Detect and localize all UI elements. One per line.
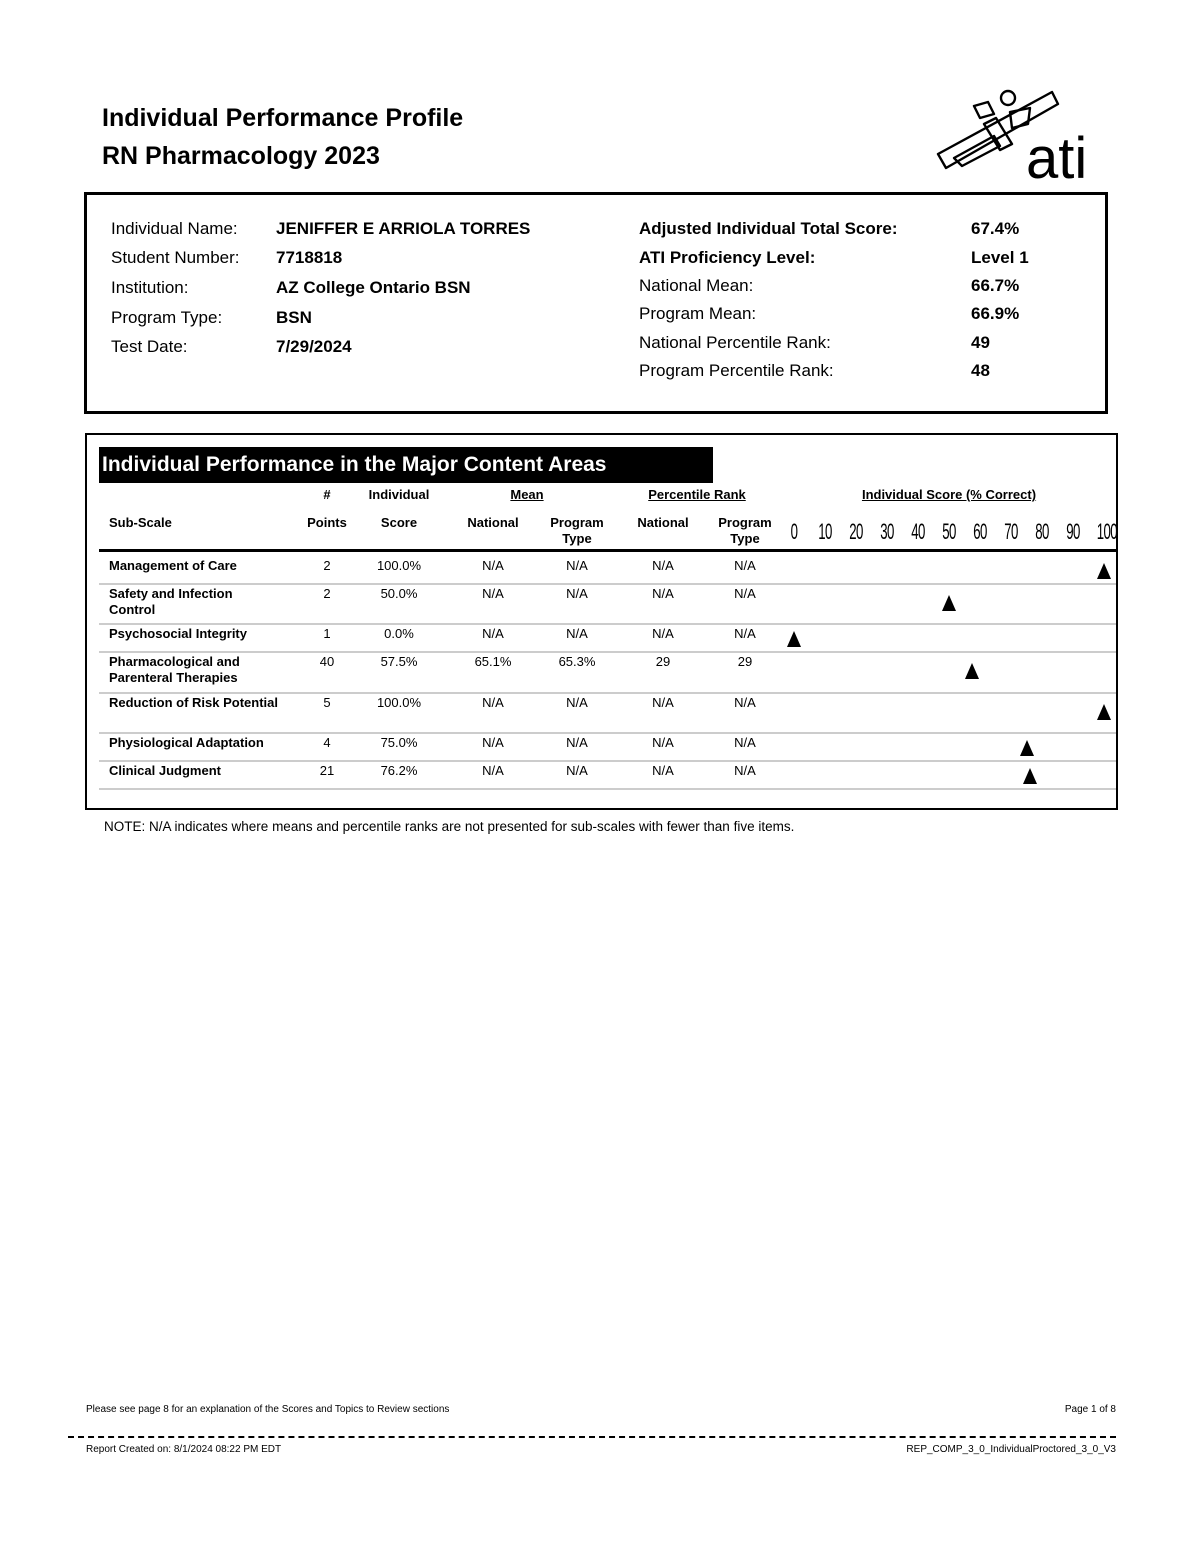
subscale-name: Management of Care xyxy=(109,558,237,573)
scale-tick-label: 40 xyxy=(911,519,925,544)
scale-tick-label: 80 xyxy=(1035,519,1049,544)
score-marker xyxy=(1097,704,1111,720)
mean-national-value: 65.1% xyxy=(474,654,512,669)
footer-page-number: Page 1 of 8 xyxy=(1064,1404,1116,1415)
points-value: 2 xyxy=(323,586,331,601)
header-mean-group: Mean xyxy=(510,487,544,502)
score-value: 76.2% xyxy=(380,763,418,778)
percentile-program-value: N/A xyxy=(734,558,756,573)
percentile-program-value: 29 xyxy=(737,654,753,669)
percentile-national-value: N/A xyxy=(652,558,674,573)
content-areas-title: Individual Performance in the Major Content Areas xyxy=(99,447,713,483)
mean-program-value: N/A xyxy=(566,763,588,778)
header-pr-national: National xyxy=(637,515,689,530)
score-marker xyxy=(1097,563,1111,579)
percentile-national-value: N/A xyxy=(652,626,674,641)
subscale-name: Safety and Infection Control xyxy=(109,586,233,617)
points-value: 40 xyxy=(319,654,335,669)
score-value: 100.0% xyxy=(376,695,422,710)
scale-tick-label: 70 xyxy=(1004,519,1018,544)
points-value: 2 xyxy=(323,558,331,573)
student-info-panel: Individual Name: JENIFFER E ARRIOLA TORRES Student Number: 7718818 Institution: AZ College Ontario BSN Program Type: BSN Test Date: 7/29/2024 Adjusted Individual Total Score: 67.4% ATI Proficiency Level: Level 1 National Mean: 66.7% Program Mean: 66.9% National Percentile Rank: 49 Program Percentile Rank: 48 xyxy=(84,192,1108,414)
percentile-national-value: N/A xyxy=(652,763,674,778)
mean-program-value: N/A xyxy=(566,586,588,601)
header-divider xyxy=(99,549,1116,552)
percentile-national-value: N/A xyxy=(652,695,674,710)
score-value: 0.0% xyxy=(384,626,414,641)
subscale-row xyxy=(87,583,1117,623)
mean-national-value: N/A xyxy=(482,626,504,641)
header-score: Score xyxy=(380,515,418,530)
score-marker xyxy=(965,663,979,679)
header-points: Points xyxy=(307,515,347,530)
svg-text:ati: ati xyxy=(1026,126,1088,186)
mean-program-value: N/A xyxy=(566,626,588,641)
mean-program-value: N/A xyxy=(566,735,588,750)
percentile-national-value: 29 xyxy=(655,654,671,669)
header-mean-program: Program Type xyxy=(550,515,604,546)
scale-tick-label: 90 xyxy=(1066,519,1080,544)
page-title: Individual Performance Profile xyxy=(102,104,464,132)
subscale-row xyxy=(87,760,1117,800)
scale-tick-label: 60 xyxy=(973,519,987,544)
mean-national-value: N/A xyxy=(482,558,504,573)
mean-national-value: N/A xyxy=(482,695,504,710)
content-areas-panel xyxy=(85,433,1118,810)
score-marker xyxy=(1020,740,1034,756)
scale-tick-label: 0 xyxy=(790,519,798,544)
mean-program-value: N/A xyxy=(566,695,588,710)
scale-tick-label: 20 xyxy=(849,519,863,544)
scale-tick-label: 50 xyxy=(942,519,956,544)
na-note: NOTE: N/A indicates where means and percentile ranks are not presented for sub-scales with fewer than five items. xyxy=(104,819,795,834)
percentile-program-value: N/A xyxy=(734,735,756,750)
header-subscale: Sub-Scale xyxy=(109,515,172,530)
header-score-top: Individual xyxy=(368,487,430,502)
mean-national-value: N/A xyxy=(482,586,504,601)
percentile-national-value: N/A xyxy=(652,586,674,601)
score-value: 50.0% xyxy=(380,586,418,601)
header-points-top: # xyxy=(323,487,331,502)
percentile-program-value: N/A xyxy=(734,586,756,601)
ati-logo xyxy=(934,84,1106,186)
header-mean-national: National xyxy=(467,515,519,530)
subscale-name: Pharmacological and Parenteral Therapies xyxy=(109,654,240,685)
footer-created: Report Created on: 8/1/2024 08:22 PM EDT xyxy=(86,1444,282,1455)
percentile-program-value: N/A xyxy=(734,695,756,710)
score-marker xyxy=(1023,768,1037,784)
points-value: 4 xyxy=(323,735,331,750)
score-value: 100.0% xyxy=(376,558,422,573)
scale-tick-label: 100 xyxy=(1096,519,1118,544)
score-value: 57.5% xyxy=(380,654,418,669)
header-chart-group: Individual Score (% Correct) xyxy=(861,487,1037,502)
points-value: 21 xyxy=(319,763,335,778)
subscale-name: Psychosocial Integrity xyxy=(109,626,247,641)
mean-program-value: N/A xyxy=(566,558,588,573)
percentile-program-value: N/A xyxy=(734,626,756,641)
header-pr-program: Program Type xyxy=(718,515,772,546)
row-divider xyxy=(99,788,1116,790)
percentile-national-value: N/A xyxy=(652,735,674,750)
subscale-name: Physiological Adaptation xyxy=(109,735,264,750)
footer-divider xyxy=(68,1436,1116,1438)
points-value: 5 xyxy=(323,695,331,710)
score-value: 75.0% xyxy=(380,735,418,750)
header-percentile-group: Percentile Rank xyxy=(648,487,746,502)
mean-program-value: 65.3% xyxy=(558,654,596,669)
subscale-row xyxy=(87,651,1117,691)
mean-national-value: N/A xyxy=(482,763,504,778)
assessment-name: RN Pharmacology 2023 xyxy=(102,142,380,170)
score-marker xyxy=(787,631,801,647)
subscale-name: Clinical Judgment xyxy=(109,763,221,778)
subscale-row xyxy=(87,692,1117,732)
score-marker xyxy=(942,595,956,611)
footer-report-id: REP_COMP_3_0_IndividualProctored_3_0_V3 xyxy=(906,1444,1116,1455)
percentile-program-value: N/A xyxy=(734,763,756,778)
subscale-name: Reduction of Risk Potential xyxy=(109,695,279,710)
mean-national-value: N/A xyxy=(482,735,504,750)
scale-tick-label: 10 xyxy=(818,519,832,544)
points-value: 1 xyxy=(323,626,331,641)
footer-explanation: Please see page 8 for an explanation of the Scores and Topics to Review sections xyxy=(86,1404,450,1415)
scale-tick-label: 30 xyxy=(880,519,894,544)
